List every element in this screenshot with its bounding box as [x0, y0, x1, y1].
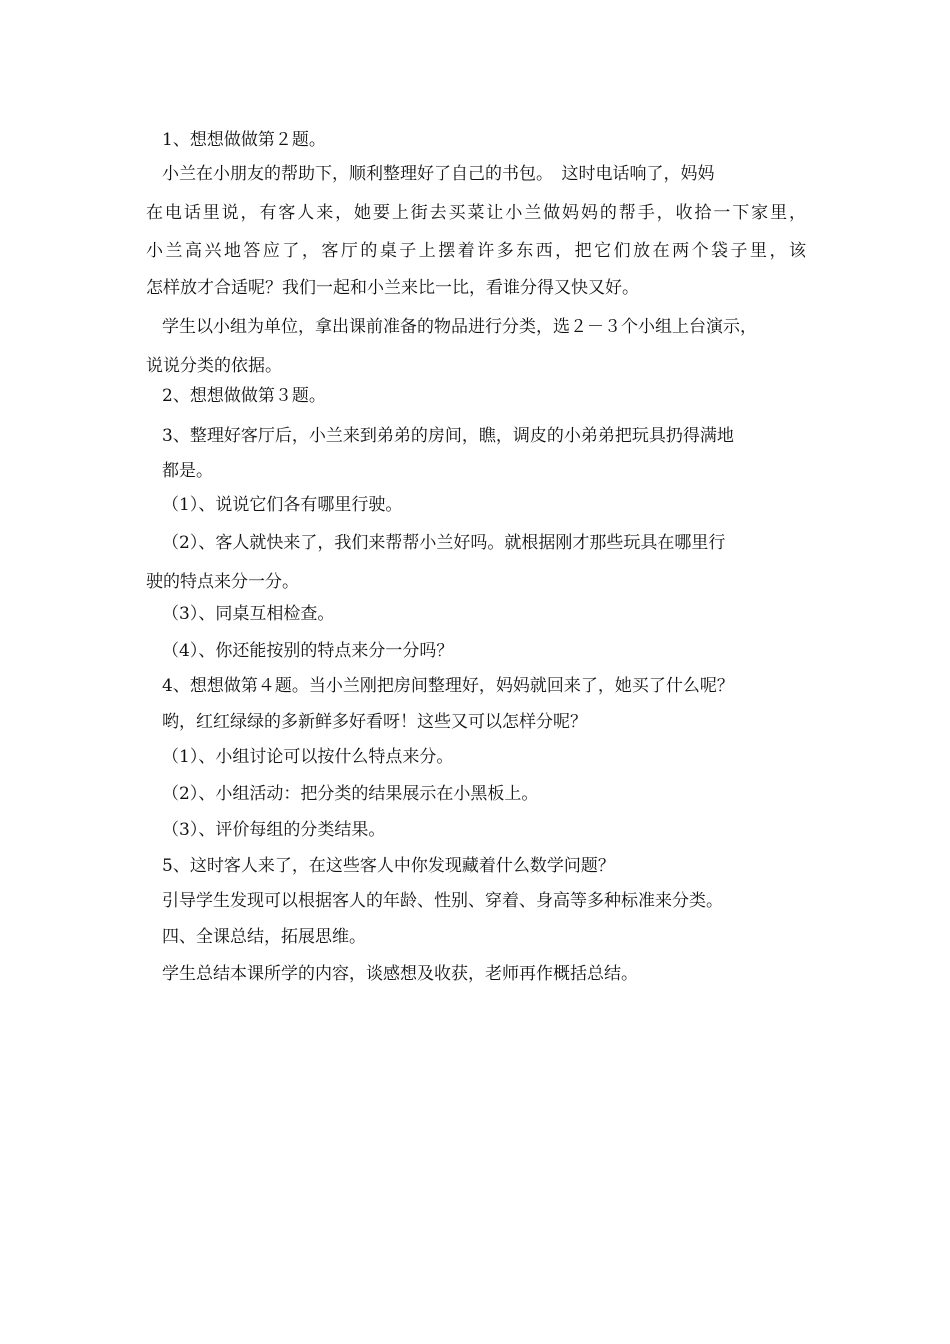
text-line: 3、整理好客厅后，小兰来到弟弟的房间，瞧，调皮的小弟弟把玩具扔得满地 — [162, 426, 734, 446]
text-line: （2）、客人就快来了，我们来帮帮小兰好吗。就根据刚才那些玩具在哪里行 — [162, 533, 726, 553]
text-line: （2）、小组活动：把分类的结果展示在小黑板上。 — [162, 784, 539, 804]
text-line: （3）、同桌互相检查。 — [162, 604, 335, 624]
text-line: （4）、你还能按别的特点来分一分吗？ — [162, 641, 454, 661]
text-line: 小兰高兴地答应了，客厅的桌子上摆着许多东西，把它们放在两个袋子里，该 — [146, 241, 806, 261]
text-line: 小兰在小朋友的帮助下，顺利整理好了自己的书包。 这时电话响了，妈妈 — [162, 164, 715, 184]
text-line: 学生以小组为单位，拿出课前准备的物品进行分类，选２－３个小组上台演示， — [162, 317, 757, 337]
text-line: 4、想想做第４题。当小兰刚把房间整理好，妈妈就回来了，她买了什么呢？ — [162, 676, 734, 696]
text-line: 引导学生发现可以根据客人的年龄、性别、穿着、身高等多种标准来分类。 — [162, 891, 723, 911]
text-line: （1）、小组讨论可以按什么特点来分。 — [162, 747, 454, 767]
text-line: 5、这时客人来了，在这些客人中你发现藏着什么数学问题？ — [162, 856, 615, 876]
text-line: 四、全课总结，拓展思维。 — [162, 927, 366, 947]
text-line: 驶的特点来分一分。 — [146, 572, 299, 592]
text-line: 在电话里说，有客人来，她要上街去买菜让小兰做妈妈的帮手，收拾一下家里， — [146, 203, 806, 223]
text-line: 说说分类的依据。 — [146, 356, 282, 376]
text-line: （3）、评价每组的分类结果。 — [162, 820, 386, 840]
text-line: 1、想想做做第２题。 — [162, 130, 326, 150]
text-line: （1）、说说它们各有哪里行驶。 — [162, 495, 403, 515]
text-line: 2、想想做做第３题。 — [162, 386, 326, 406]
text-line: 都是。 — [162, 461, 213, 481]
text-line: 怎样放才合适呢？我们一起和小兰来比一比，看谁分得又快又好。 — [146, 278, 639, 298]
text-line: 学生总结本课所学的内容，谈感想及收获，老师再作概括总结。 — [162, 964, 638, 984]
text-line: 哟，红红绿绿的多新鲜多好看呀！这些又可以怎样分呢？ — [162, 712, 587, 732]
